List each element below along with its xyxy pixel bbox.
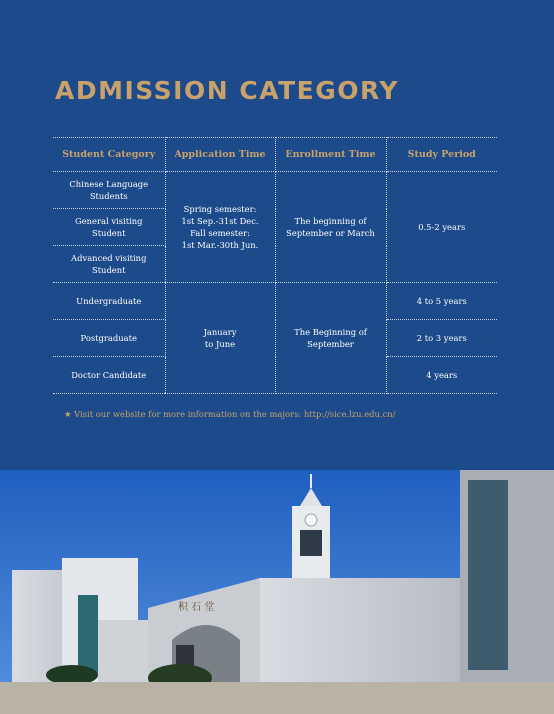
enrollment-time-group1 xyxy=(275,172,386,283)
category-line: Chinese Language xyxy=(69,178,149,189)
enrollment-time-group2 xyxy=(275,283,386,394)
application-line: 1st Mar.-30th Jun. xyxy=(181,240,259,251)
right-wing xyxy=(260,578,464,682)
header-study-period: Study Period xyxy=(386,138,497,172)
category-line: General visiting xyxy=(74,215,143,226)
left-window-strip xyxy=(78,595,98,673)
website-footnote: ★ Visit our website for more information on the majors: http://sice.lzu.edu.cn/ xyxy=(64,409,396,419)
table-header-row xyxy=(53,138,497,172)
category-undergraduate: Undergraduate xyxy=(53,283,165,320)
campus-building-photo xyxy=(0,470,554,714)
category-doctor-candidate: Doctor Candidate xyxy=(53,357,165,394)
category-line: Advanced visiting xyxy=(71,252,147,263)
application-line: to June xyxy=(204,339,236,349)
building-sign: 积 石 堂 xyxy=(178,602,215,613)
right-glass-panel xyxy=(468,480,508,670)
table-row xyxy=(53,172,497,209)
clock-face xyxy=(300,530,322,556)
admission-table xyxy=(53,137,497,394)
application-line: Spring semester: xyxy=(183,203,257,214)
category-line: Student xyxy=(91,265,126,275)
table-row xyxy=(53,283,497,320)
header-student-category: Student Category xyxy=(53,138,165,172)
category-line: Students xyxy=(89,191,128,201)
application-time-group2 xyxy=(165,283,275,394)
clock-icon xyxy=(305,514,317,526)
category-line: Student xyxy=(91,228,126,238)
study-period-group1: 0.5-2 years xyxy=(386,172,497,283)
enrollment-line: September xyxy=(307,339,354,349)
enrollment-line: September or March xyxy=(286,228,375,238)
category-advanced-visiting xyxy=(53,246,165,283)
category-postgraduate: Postgraduate xyxy=(53,320,165,357)
study-period-postgraduate: 2 to 3 years xyxy=(386,320,497,357)
header-enrollment-time: Enrollment Time xyxy=(275,138,386,172)
category-chinese-language xyxy=(53,172,165,209)
application-time-group1 xyxy=(165,172,275,283)
application-line: 1st Sep.-31st Dec. xyxy=(181,215,259,226)
category-general-visiting xyxy=(53,209,165,246)
page-title: ADMISSION CATEGORY xyxy=(55,76,399,105)
plaza-ground xyxy=(0,682,554,714)
study-period-doctor: 4 years xyxy=(386,357,497,394)
enrollment-line: The Beginning of xyxy=(294,326,367,337)
enrollment-line: The beginning of xyxy=(294,215,367,226)
campus-building-illustration xyxy=(0,470,554,714)
application-line: January xyxy=(203,326,237,337)
header-application-time: Application Time xyxy=(165,138,275,172)
study-period-undergraduate: 4 to 5 years xyxy=(386,283,497,320)
application-line: Fall semester: xyxy=(190,228,250,238)
